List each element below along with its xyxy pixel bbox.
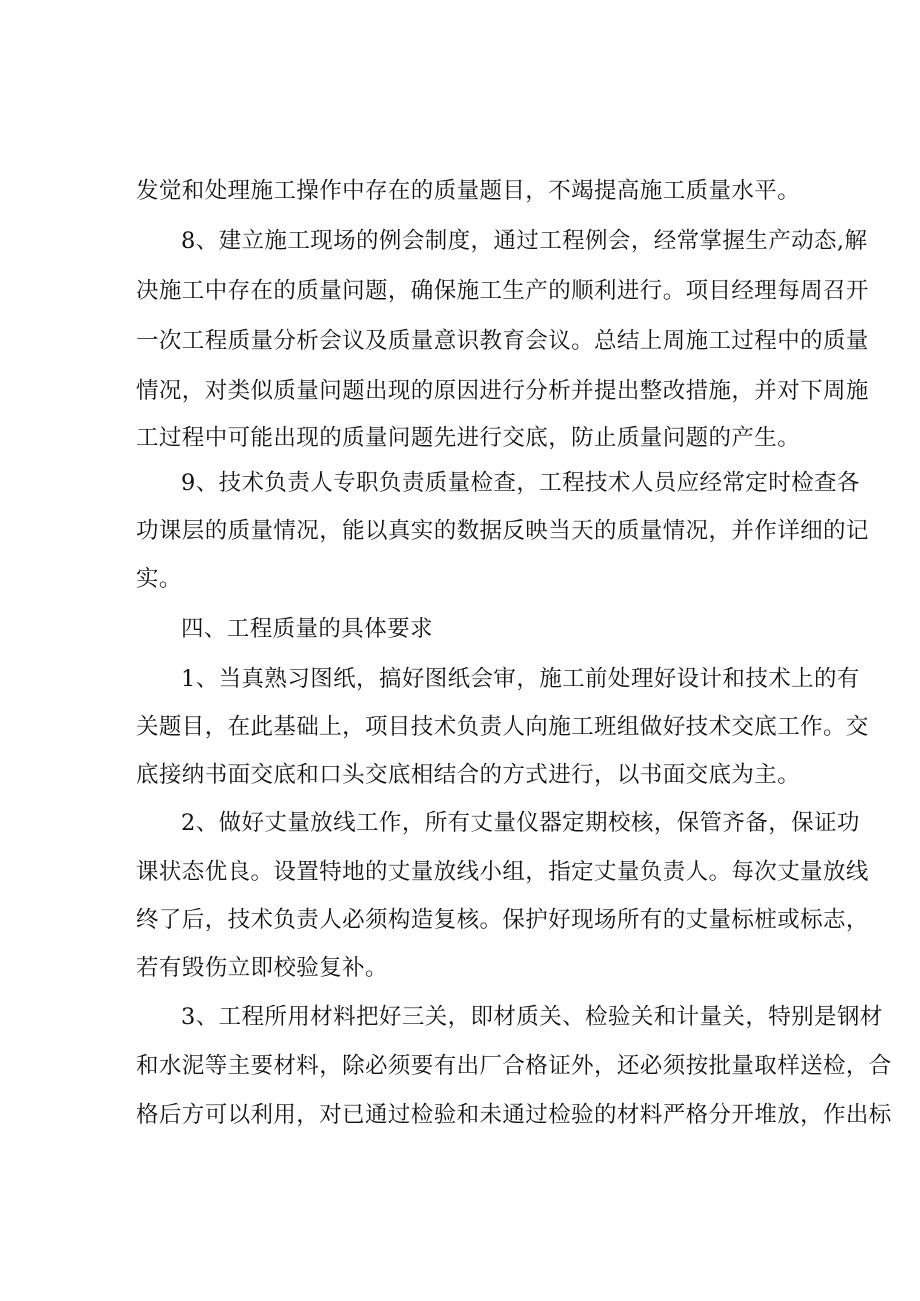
text-line: 实。 (136, 566, 182, 592)
text-line: 8、建立施工现场的例会制度，通过工程例会，经常掌握生产动态,解 (181, 228, 868, 254)
text-line: 1、当真熟习图纸，搞好图纸会审，施工前处理好设计和技术上的有 (181, 666, 860, 692)
text-line: 和水泥等主要材料，除必须要有出厂合格证外，还必须按批量取样送检，合 (136, 1053, 892, 1079)
text-line: 底接纳书面交底和口头交底相结合的方式进行，以书面交底为主。 (136, 762, 801, 788)
text-line: 功课层的质量情况，能以真实的数据反映当天的质量情况，并作详细的记 (136, 518, 869, 544)
text-line: 若有毁伤立即校验复补。 (136, 955, 388, 981)
text-line: 关题目，在此基础上，项目技术负责人向施工班组做好技术交底工作。交 (136, 714, 869, 740)
text-line: 终了后，技术负责人必须构造复核。保护好现场所有的丈量标桩或标志， (136, 907, 869, 933)
text-line: 工过程中可能出现的质量问题先进行交底，防止质量问题的产生。 (136, 425, 801, 451)
text-line: 课状态优良。设置特地的丈量放线小组，指定丈量负责人。每次丈量放线 (136, 859, 869, 885)
text-line: 3、工程所用材料把好三关，即材质关、检验关和计量关，特别是钢材 (181, 1004, 883, 1030)
text-line: 发觉和处理施工操作中存在的质量题目，不竭提高施工质量水平。 (136, 178, 801, 204)
text-line: 2、做好丈量放线工作，所有丈量仪器定期校核，保管齐备，保证功 (181, 810, 860, 836)
text-line: 一次工程质量分析会议及质量意识教育会议。总结上周施工过程中的质量 (136, 328, 869, 354)
text-line: 情况，对类似质量问题出现的原因进行分析并提出整改措施，并对下周施 (136, 378, 869, 404)
section-heading: 四、工程质量的具体要求 (181, 616, 433, 642)
text-line: 9、技术负责人专职负责质量检查，工程技术人员应经常定时检查各 (181, 470, 860, 496)
text-line: 格后方可以利用，对已通过检验和未通过检验的材料严格分开堆放，作出标 (136, 1102, 892, 1128)
text-line: 决施工中存在的质量问题，确保施工生产的顺利进行。项目经理每周召开 (136, 278, 869, 304)
